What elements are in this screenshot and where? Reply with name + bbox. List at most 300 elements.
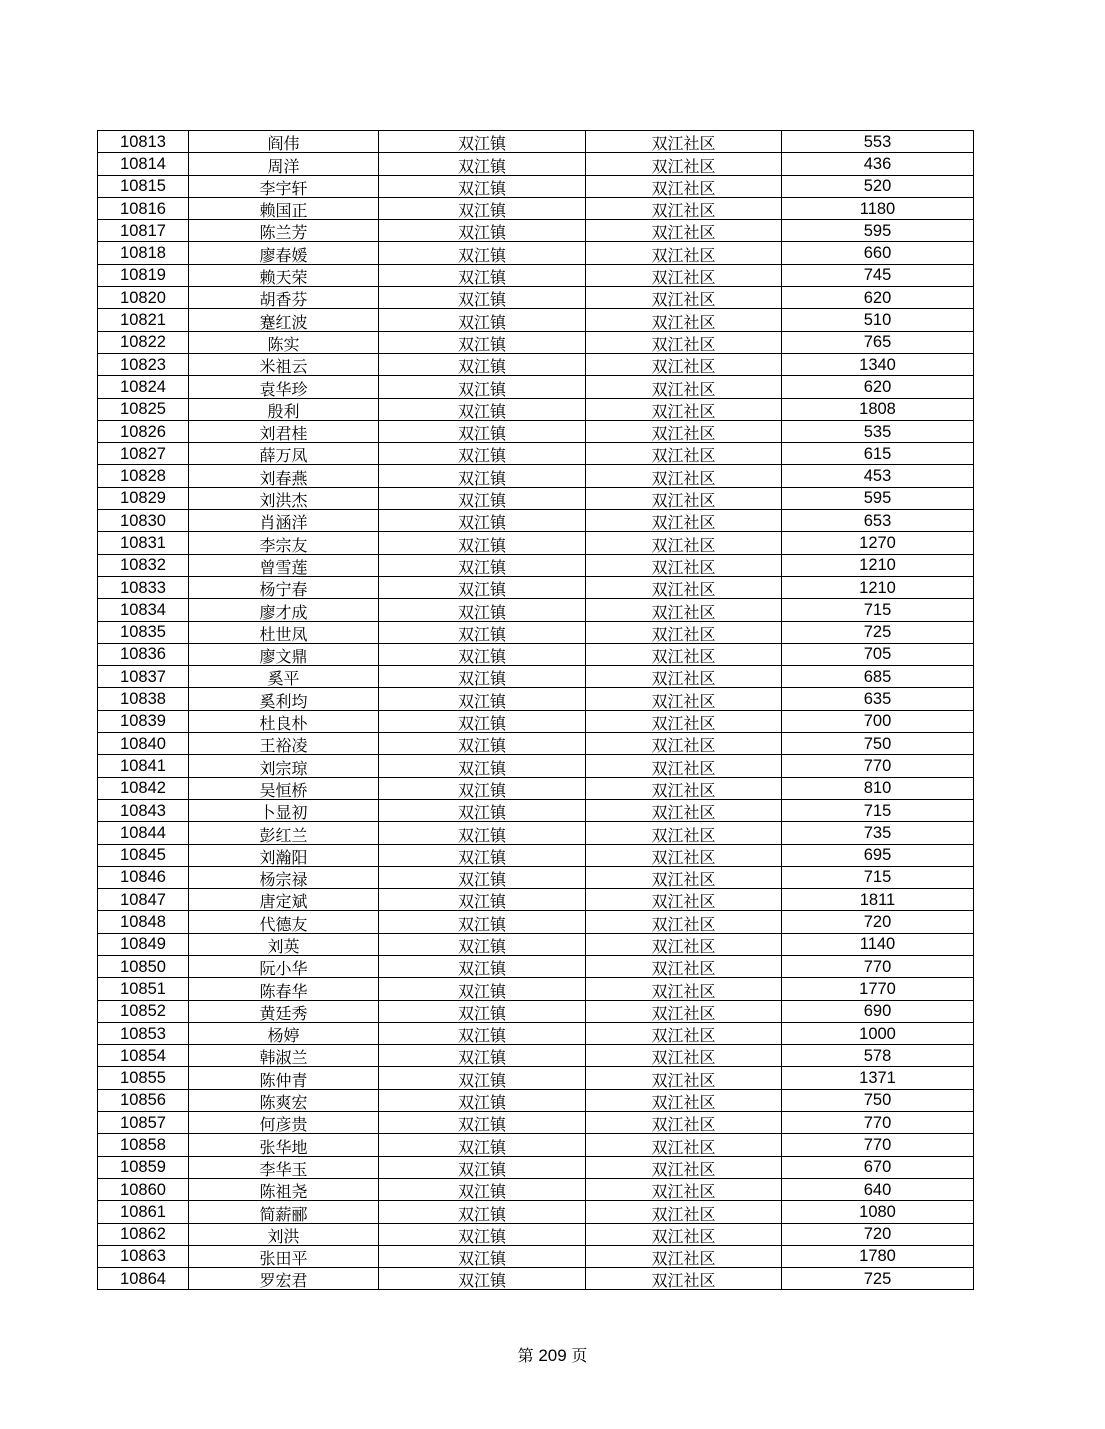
table-row — [98, 688, 974, 710]
table-row — [98, 733, 974, 755]
amount-cell: 1770 — [782, 978, 974, 1000]
community-cell: 双江社区 — [586, 1067, 782, 1089]
table-row — [98, 822, 974, 844]
record-id-cell: 10829 — [98, 487, 189, 509]
table-row — [98, 799, 974, 821]
name-cell: 刘君桂 — [189, 420, 379, 442]
record-id-cell: 10821 — [98, 309, 189, 331]
table-row — [98, 287, 974, 309]
community-cell: 双江社区 — [586, 1223, 782, 1245]
town-cell: 双江镇 — [379, 1134, 586, 1156]
table-row — [98, 220, 974, 242]
table-row — [98, 487, 974, 509]
amount-cell: 535 — [782, 420, 974, 442]
name-cell: 肖涵洋 — [189, 510, 379, 532]
record-id-cell: 10858 — [98, 1134, 189, 1156]
table-row — [98, 1245, 974, 1267]
community-cell: 双江社区 — [586, 1178, 782, 1200]
town-cell: 双江镇 — [379, 822, 586, 844]
town-cell: 双江镇 — [379, 866, 586, 888]
community-cell: 双江社区 — [586, 844, 782, 866]
table-row — [98, 309, 974, 331]
town-cell: 双江镇 — [379, 131, 586, 153]
amount-cell: 695 — [782, 844, 974, 866]
town-cell: 双江镇 — [379, 1045, 586, 1067]
table-row — [98, 599, 974, 621]
name-cell: 韩淑兰 — [189, 1045, 379, 1067]
record-id-cell: 10850 — [98, 955, 189, 977]
community-cell: 双江社区 — [586, 287, 782, 309]
amount-cell: 705 — [782, 643, 974, 665]
town-cell: 双江镇 — [379, 554, 586, 576]
town-cell: 双江镇 — [379, 264, 586, 286]
community-cell: 双江社区 — [586, 621, 782, 643]
name-cell: 吴恒桥 — [189, 777, 379, 799]
table-row — [98, 1000, 974, 1022]
amount-cell: 578 — [782, 1045, 974, 1067]
table-row — [98, 532, 974, 554]
table-row — [98, 398, 974, 420]
name-cell: 陈春华 — [189, 978, 379, 1000]
table-row — [98, 554, 974, 576]
table-row — [98, 197, 974, 219]
record-id-cell: 10826 — [98, 420, 189, 442]
amount-cell: 615 — [782, 443, 974, 465]
community-cell: 双江社区 — [586, 510, 782, 532]
record-id-cell: 10828 — [98, 465, 189, 487]
record-id-cell: 10830 — [98, 510, 189, 532]
name-cell: 米祖云 — [189, 353, 379, 375]
name-cell: 周洋 — [189, 153, 379, 175]
table-row — [98, 911, 974, 933]
record-id-cell: 10847 — [98, 889, 189, 911]
name-cell: 奚利均 — [189, 688, 379, 710]
record-id-cell: 10864 — [98, 1268, 189, 1290]
name-cell: 李宇轩 — [189, 175, 379, 197]
amount-cell: 653 — [782, 510, 974, 532]
community-cell: 双江社区 — [586, 1000, 782, 1022]
record-id-cell: 10849 — [98, 933, 189, 955]
community-cell: 双江社区 — [586, 1112, 782, 1134]
record-id-cell: 10852 — [98, 1000, 189, 1022]
name-cell: 刘英 — [189, 933, 379, 955]
amount-cell: 660 — [782, 242, 974, 264]
name-cell: 杨宗禄 — [189, 866, 379, 888]
record-id-cell: 10853 — [98, 1022, 189, 1044]
table-row — [98, 1268, 974, 1290]
town-cell: 双江镇 — [379, 777, 586, 799]
amount-cell: 640 — [782, 1178, 974, 1200]
name-cell: 蹇红波 — [189, 309, 379, 331]
name-cell: 杨宁春 — [189, 576, 379, 598]
community-cell: 双江社区 — [586, 710, 782, 732]
name-cell: 刘宗琼 — [189, 755, 379, 777]
name-cell: 廖春媛 — [189, 242, 379, 264]
amount-cell: 453 — [782, 465, 974, 487]
name-cell: 袁华珍 — [189, 376, 379, 398]
name-cell: 曾雪莲 — [189, 554, 379, 576]
name-cell: 刘瀚阳 — [189, 844, 379, 866]
table-row — [98, 1067, 974, 1089]
amount-cell: 770 — [782, 755, 974, 777]
name-cell: 赖国正 — [189, 197, 379, 219]
town-cell: 双江镇 — [379, 1022, 586, 1044]
record-id-cell: 10813 — [98, 131, 189, 153]
amount-cell: 700 — [782, 710, 974, 732]
table-row — [98, 376, 974, 398]
table-row — [98, 643, 974, 665]
table-row — [98, 1089, 974, 1111]
community-cell: 双江社区 — [586, 688, 782, 710]
town-cell: 双江镇 — [379, 1268, 586, 1290]
town-cell: 双江镇 — [379, 755, 586, 777]
community-cell: 双江社区 — [586, 1089, 782, 1111]
community-cell: 双江社区 — [586, 866, 782, 888]
name-cell: 陈兰芳 — [189, 220, 379, 242]
record-id-cell: 10863 — [98, 1245, 189, 1267]
amount-cell: 720 — [782, 1223, 974, 1245]
amount-cell: 685 — [782, 666, 974, 688]
town-cell: 双江镇 — [379, 621, 586, 643]
name-cell: 彭红兰 — [189, 822, 379, 844]
record-id-cell: 10845 — [98, 844, 189, 866]
amount-cell: 1000 — [782, 1022, 974, 1044]
record-id-cell: 10817 — [98, 220, 189, 242]
table-row — [98, 844, 974, 866]
amount-cell: 715 — [782, 599, 974, 621]
amount-cell: 770 — [782, 1134, 974, 1156]
table-row — [98, 131, 974, 153]
table-row — [98, 1178, 974, 1200]
data-table — [97, 130, 974, 1290]
amount-cell: 690 — [782, 1000, 974, 1022]
town-cell: 双江镇 — [379, 532, 586, 554]
record-id-cell: 10862 — [98, 1223, 189, 1245]
community-cell: 双江社区 — [586, 755, 782, 777]
record-id-cell: 10815 — [98, 175, 189, 197]
record-id-cell: 10848 — [98, 911, 189, 933]
town-cell: 双江镇 — [379, 242, 586, 264]
table-row — [98, 1045, 974, 1067]
table-row — [98, 621, 974, 643]
record-id-cell: 10822 — [98, 331, 189, 353]
town-cell: 双江镇 — [379, 376, 586, 398]
table-row — [98, 889, 974, 911]
table-row — [98, 175, 974, 197]
town-cell: 双江镇 — [379, 844, 586, 866]
table-row — [98, 242, 974, 264]
name-cell: 唐定斌 — [189, 889, 379, 911]
amount-cell: 750 — [782, 733, 974, 755]
community-cell: 双江社区 — [586, 777, 782, 799]
table-row — [98, 264, 974, 286]
amount-cell: 725 — [782, 621, 974, 643]
town-cell: 双江镇 — [379, 889, 586, 911]
record-id-cell: 10836 — [98, 643, 189, 665]
table-row — [98, 978, 974, 1000]
amount-cell: 735 — [782, 822, 974, 844]
community-cell: 双江社区 — [586, 733, 782, 755]
community-cell: 双江社区 — [586, 465, 782, 487]
amount-cell: 1080 — [782, 1201, 974, 1223]
record-id-cell: 10827 — [98, 443, 189, 465]
name-cell: 廖才成 — [189, 599, 379, 621]
town-cell: 双江镇 — [379, 510, 586, 532]
table-row — [98, 777, 974, 799]
record-id-cell: 10856 — [98, 1089, 189, 1111]
town-cell: 双江镇 — [379, 220, 586, 242]
name-cell: 陈祖尧 — [189, 1178, 379, 1200]
amount-cell: 765 — [782, 331, 974, 353]
record-id-cell: 10851 — [98, 978, 189, 1000]
name-cell: 奚平 — [189, 666, 379, 688]
table-row — [98, 1134, 974, 1156]
community-cell: 双江社区 — [586, 576, 782, 598]
name-cell: 卜显初 — [189, 799, 379, 821]
name-cell: 何彦贵 — [189, 1112, 379, 1134]
page-footer — [0, 1343, 1105, 1366]
record-id-cell: 10861 — [98, 1201, 189, 1223]
table-row — [98, 1112, 974, 1134]
town-cell: 双江镇 — [379, 353, 586, 375]
amount-cell: 595 — [782, 220, 974, 242]
amount-cell: 1780 — [782, 1245, 974, 1267]
name-cell: 阮小华 — [189, 955, 379, 977]
amount-cell: 1210 — [782, 576, 974, 598]
amount-cell: 1140 — [782, 933, 974, 955]
record-id-cell: 10819 — [98, 264, 189, 286]
town-cell: 双江镇 — [379, 710, 586, 732]
table-row — [98, 1223, 974, 1245]
record-id-cell: 10841 — [98, 755, 189, 777]
name-cell: 殷利 — [189, 398, 379, 420]
community-cell: 双江社区 — [586, 420, 782, 442]
town-cell: 双江镇 — [379, 1245, 586, 1267]
name-cell: 陈仲青 — [189, 1067, 379, 1089]
community-cell: 双江社区 — [586, 599, 782, 621]
amount-cell: 595 — [782, 487, 974, 509]
table-row — [98, 955, 974, 977]
community-cell: 双江社区 — [586, 978, 782, 1000]
amount-cell: 553 — [782, 131, 974, 153]
record-id-cell: 10854 — [98, 1045, 189, 1067]
amount-cell: 745 — [782, 264, 974, 286]
table-row — [98, 331, 974, 353]
community-cell: 双江社区 — [586, 1022, 782, 1044]
town-cell: 双江镇 — [379, 1089, 586, 1111]
town-cell: 双江镇 — [379, 331, 586, 353]
page-label-prefix: 第 — [517, 1346, 534, 1365]
town-cell: 双江镇 — [379, 197, 586, 219]
table-row — [98, 465, 974, 487]
community-cell: 双江社区 — [586, 1156, 782, 1178]
community-cell: 双江社区 — [586, 822, 782, 844]
page-number: 209 — [538, 1346, 567, 1365]
community-cell: 双江社区 — [586, 554, 782, 576]
town-cell: 双江镇 — [379, 465, 586, 487]
name-cell: 李宗友 — [189, 532, 379, 554]
record-id-cell: 10846 — [98, 866, 189, 888]
record-id-cell: 10823 — [98, 353, 189, 375]
amount-cell: 670 — [782, 1156, 974, 1178]
community-cell: 双江社区 — [586, 220, 782, 242]
amount-cell: 510 — [782, 309, 974, 331]
town-cell: 双江镇 — [379, 1112, 586, 1134]
town-cell: 双江镇 — [379, 398, 586, 420]
community-cell: 双江社区 — [586, 331, 782, 353]
town-cell: 双江镇 — [379, 933, 586, 955]
name-cell: 罗宏君 — [189, 1268, 379, 1290]
record-id-cell: 10831 — [98, 532, 189, 554]
town-cell: 双江镇 — [379, 1223, 586, 1245]
table-row — [98, 666, 974, 688]
town-cell: 双江镇 — [379, 420, 586, 442]
table-row — [98, 353, 974, 375]
town-cell: 双江镇 — [379, 175, 586, 197]
name-cell: 代德友 — [189, 911, 379, 933]
name-cell: 杜良朴 — [189, 710, 379, 732]
community-cell: 双江社区 — [586, 376, 782, 398]
amount-cell: 770 — [782, 1112, 974, 1134]
town-cell: 双江镇 — [379, 153, 586, 175]
town-cell: 双江镇 — [379, 287, 586, 309]
community-cell: 双江社区 — [586, 1045, 782, 1067]
record-id-cell: 10833 — [98, 576, 189, 598]
amount-cell: 1371 — [782, 1067, 974, 1089]
name-cell: 刘洪杰 — [189, 487, 379, 509]
name-cell: 陈爽宏 — [189, 1089, 379, 1111]
amount-cell: 770 — [782, 955, 974, 977]
name-cell: 陈实 — [189, 331, 379, 353]
town-cell: 双江镇 — [379, 443, 586, 465]
table-row — [98, 420, 974, 442]
community-cell: 双江社区 — [586, 1268, 782, 1290]
community-cell: 双江社区 — [586, 175, 782, 197]
amount-cell: 1270 — [782, 532, 974, 554]
name-cell: 胡香芬 — [189, 287, 379, 309]
name-cell: 杜世凤 — [189, 621, 379, 643]
community-cell: 双江社区 — [586, 889, 782, 911]
record-id-cell: 10814 — [98, 153, 189, 175]
amount-cell: 715 — [782, 799, 974, 821]
amount-cell: 1340 — [782, 353, 974, 375]
name-cell: 张华地 — [189, 1134, 379, 1156]
town-cell: 双江镇 — [379, 1201, 586, 1223]
name-cell: 李华玉 — [189, 1156, 379, 1178]
community-cell: 双江社区 — [586, 153, 782, 175]
town-cell: 双江镇 — [379, 978, 586, 1000]
town-cell: 双江镇 — [379, 1000, 586, 1022]
town-cell: 双江镇 — [379, 487, 586, 509]
community-cell: 双江社区 — [586, 933, 782, 955]
community-cell: 双江社区 — [586, 131, 782, 153]
community-cell: 双江社区 — [586, 487, 782, 509]
name-cell: 阎伟 — [189, 131, 379, 153]
amount-cell: 1808 — [782, 398, 974, 420]
community-cell: 双江社区 — [586, 955, 782, 977]
name-cell: 刘春燕 — [189, 465, 379, 487]
town-cell: 双江镇 — [379, 576, 586, 598]
town-cell: 双江镇 — [379, 643, 586, 665]
community-cell: 双江社区 — [586, 398, 782, 420]
table-row — [98, 510, 974, 532]
community-cell: 双江社区 — [586, 799, 782, 821]
record-id-cell: 10859 — [98, 1156, 189, 1178]
amount-cell: 520 — [782, 175, 974, 197]
table-row — [98, 866, 974, 888]
record-id-cell: 10832 — [98, 554, 189, 576]
record-id-cell: 10839 — [98, 710, 189, 732]
town-cell: 双江镇 — [379, 911, 586, 933]
table-row — [98, 755, 974, 777]
table-row — [98, 1201, 974, 1223]
amount-cell: 750 — [782, 1089, 974, 1111]
town-cell: 双江镇 — [379, 666, 586, 688]
name-cell: 杨婷 — [189, 1022, 379, 1044]
record-id-cell: 10842 — [98, 777, 189, 799]
name-cell: 刘洪 — [189, 1223, 379, 1245]
table-row — [98, 933, 974, 955]
town-cell: 双江镇 — [379, 688, 586, 710]
name-cell: 赖天荣 — [189, 264, 379, 286]
amount-cell: 635 — [782, 688, 974, 710]
record-id-cell: 10860 — [98, 1178, 189, 1200]
name-cell: 薛万凤 — [189, 443, 379, 465]
community-cell: 双江社区 — [586, 666, 782, 688]
record-id-cell: 10820 — [98, 287, 189, 309]
amount-cell: 436 — [782, 153, 974, 175]
community-cell: 双江社区 — [586, 197, 782, 219]
amount-cell: 725 — [782, 1268, 974, 1290]
community-cell: 双江社区 — [586, 309, 782, 331]
name-cell: 黄廷秀 — [189, 1000, 379, 1022]
table-row — [98, 710, 974, 732]
table-row — [98, 576, 974, 598]
community-cell: 双江社区 — [586, 532, 782, 554]
town-cell: 双江镇 — [379, 955, 586, 977]
name-cell: 简薪郦 — [189, 1201, 379, 1223]
name-cell: 张田平 — [189, 1245, 379, 1267]
page-label-suffix: 页 — [571, 1346, 588, 1365]
community-cell: 双江社区 — [586, 1245, 782, 1267]
community-cell: 双江社区 — [586, 353, 782, 375]
amount-cell: 720 — [782, 911, 974, 933]
record-id-cell: 10834 — [98, 599, 189, 621]
community-cell: 双江社区 — [586, 443, 782, 465]
name-cell: 廖文鼎 — [189, 643, 379, 665]
record-id-cell: 10818 — [98, 242, 189, 264]
record-id-cell: 10840 — [98, 733, 189, 755]
town-cell: 双江镇 — [379, 309, 586, 331]
town-cell: 双江镇 — [379, 599, 586, 621]
community-cell: 双江社区 — [586, 242, 782, 264]
amount-cell: 620 — [782, 287, 974, 309]
record-id-cell: 10838 — [98, 688, 189, 710]
record-id-cell: 10825 — [98, 398, 189, 420]
record-id-cell: 10857 — [98, 1112, 189, 1134]
record-id-cell: 10816 — [98, 197, 189, 219]
table-row — [98, 1022, 974, 1044]
table-body — [98, 131, 974, 1290]
town-cell: 双江镇 — [379, 1156, 586, 1178]
town-cell: 双江镇 — [379, 799, 586, 821]
amount-cell: 810 — [782, 777, 974, 799]
record-id-cell: 10844 — [98, 822, 189, 844]
table-row — [98, 443, 974, 465]
amount-cell: 1210 — [782, 554, 974, 576]
community-cell: 双江社区 — [586, 911, 782, 933]
community-cell: 双江社区 — [586, 643, 782, 665]
